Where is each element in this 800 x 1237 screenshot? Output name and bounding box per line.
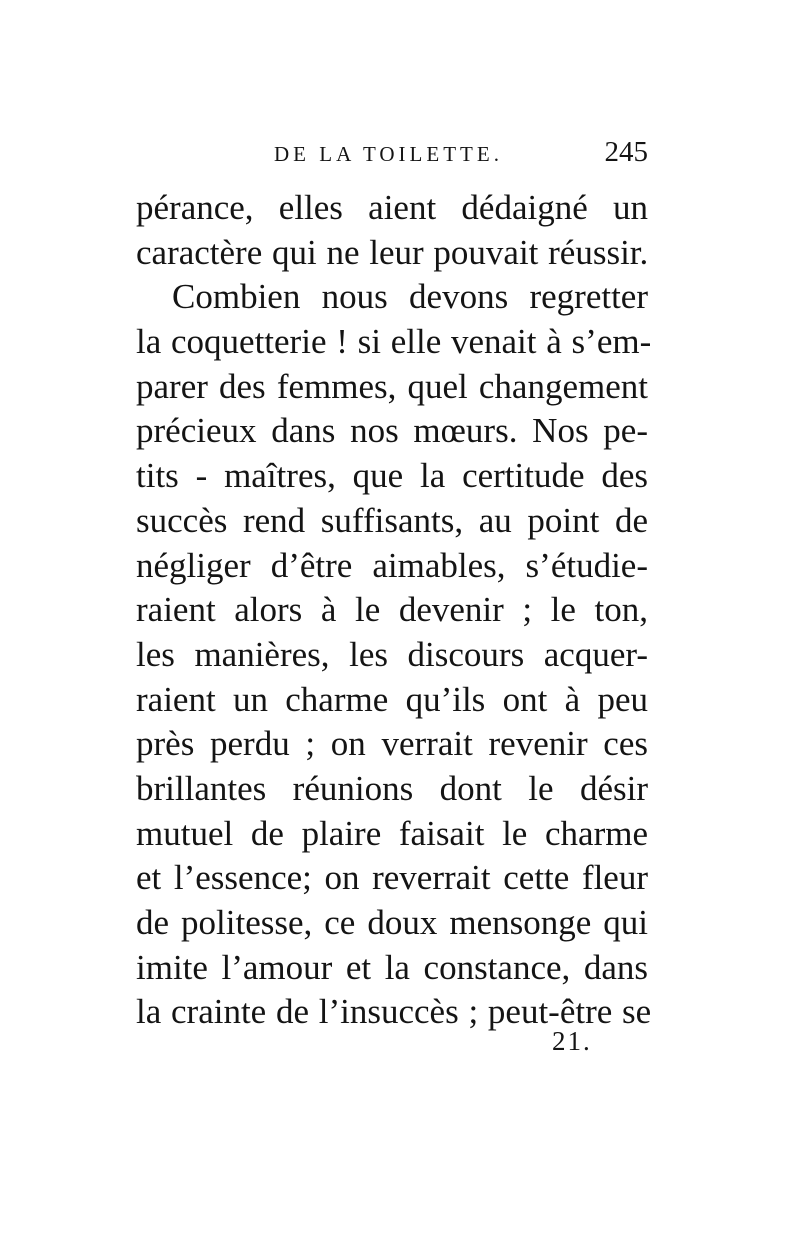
text-line: et l’essence; on reverrait cette fleur — [136, 858, 648, 898]
text-line: caractère qui ne leur pouvait réussir. — [136, 232, 649, 272]
text-line: imite l’amour et la constance, dans — [136, 947, 648, 987]
text-line: raient alors à le devenir ; le ton, — [136, 590, 648, 630]
text-line: précieux dans nos mœurs. Nos pe- — [136, 411, 648, 451]
text-line: succès rend suffisants, au point de — [136, 500, 648, 540]
text-line: mutuel de plaire faisait le charme — [136, 813, 648, 853]
page-number: 245 — [604, 136, 648, 168]
text-line: la crainte de l’insuccès ; peut-être se — [136, 992, 652, 1032]
signature-mark: 21. — [552, 1026, 592, 1056]
text-line: près perdu ; on verrait revenir ces — [136, 724, 648, 764]
text-line: pérance, elles aient dédaigné un — [136, 188, 648, 227]
paragraph-start-line: Combien nous devons regretter — [172, 277, 648, 317]
text-line: les manières, les discours acquer- — [136, 634, 648, 674]
running-head — [136, 136, 648, 176]
text-line: tits - maîtres, que la certitude des — [136, 456, 648, 496]
text-line: de politesse, ce doux mensonge qui — [136, 903, 648, 942]
text-line: négliger d’être aimables, s’étudie- — [136, 545, 648, 585]
body-text — [136, 186, 652, 1035]
text-line: brillantes réunions dont le désir — [136, 768, 648, 808]
text-line: parer des femmes, quel changement — [136, 366, 648, 406]
text-line: raient un charme qu’ils ont à peu — [136, 679, 648, 719]
text-line: la coquetterie ! si elle venait à s’em- — [136, 322, 652, 362]
running-title: DE LA TOILETTE. — [274, 142, 503, 166]
